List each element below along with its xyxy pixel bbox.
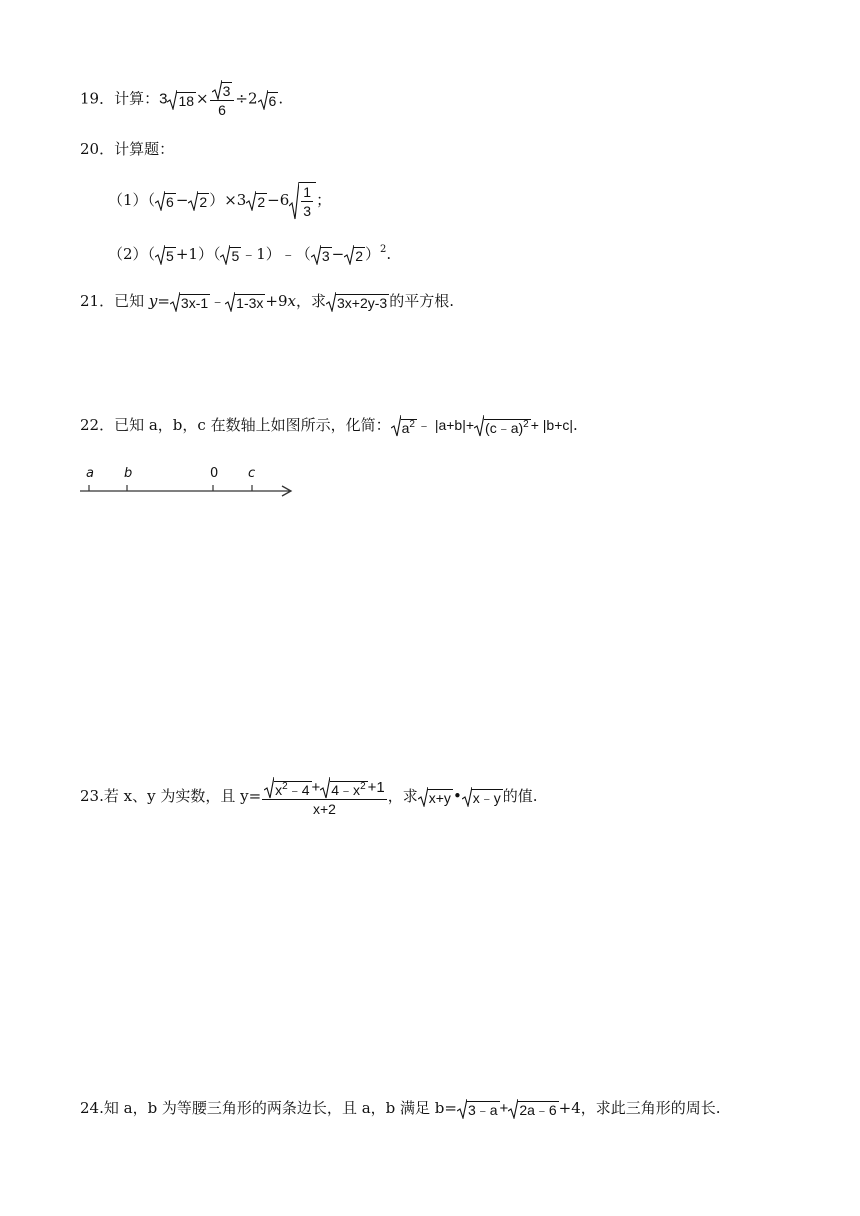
number-line-label-0: 0 [210,466,219,481]
q19-radical-1: 18 [167,90,196,110]
question-21: 21．已知 y= 3x-1 ﹣ 1-3x +9x，求 3x+2y-3 的平方根. [80,292,454,311]
number-line-label-a: a [86,466,94,481]
q19-radical-2: 6 [258,90,279,110]
question-22: 22．已知 a，b，c 在数轴上如图所示，化简： $a^2$ ﹣ |a+b|+ (c﹣a)$^2$ + |b+c|. [80,416,578,436]
q19-times: × [196,89,209,108]
number-line-label-c: c [248,466,256,481]
question-23: 23.若 x、y 为实数，且 y= $x^2﹣4$ + $4﹣x^2$ +1 x+2 ，求 x+y • x﹣y 的值. [80,778,538,817]
number-line-axis [80,466,295,500]
question-20-label: 20．计算题： [80,140,175,158]
q23-fraction: $x^2﹣4$ + $4﹣x^2$ +1 x+2 [262,777,387,818]
question-20-part-2: （2）（ 5 +1）（ 5 ﹣1）﹣（ 3 − 2 ）$^2$. [108,244,392,264]
q19-divide: ÷2 [235,89,258,108]
number-line [80,466,295,500]
q19-coef: 3 [159,90,168,108]
number-line-label-b: b [124,466,133,481]
q19-fraction: $\frac{3}{6}$ [210,80,235,119]
question-24: 24.知 a，b 为等腰三角形的两条边长，且 a，b 满足 b= 3﹣a + 2a﹣6 +4，求此三角形的周长. [80,1099,721,1118]
question-19: 19．计算：3 18 × $\frac{3}{6}$ ÷2 6 . [80,80,283,116]
q19-label: 19．计算： [80,89,160,108]
question-20-part-1: （1）（ 6 − 2 ）×3 2 −6 $\frac{1}{3}$ ； [108,184,332,219]
